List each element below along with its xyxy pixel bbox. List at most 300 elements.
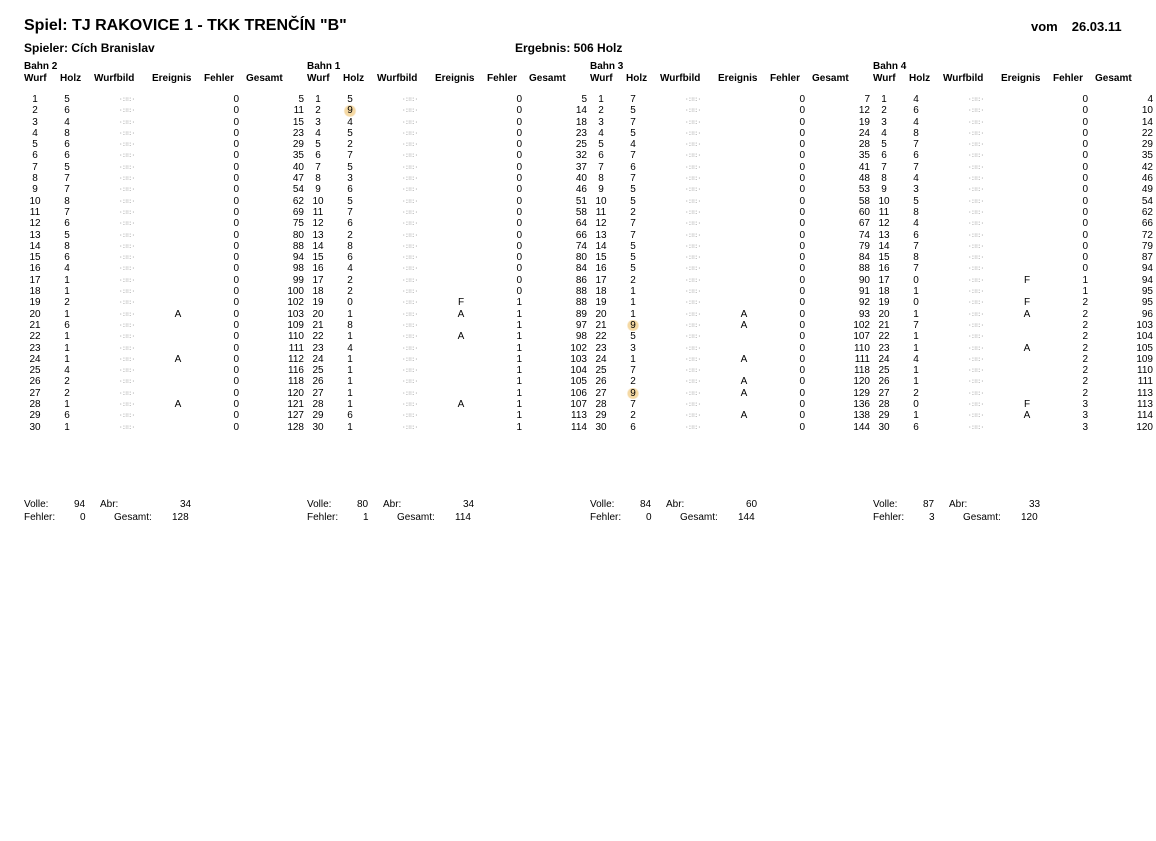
gesamt-cell: 69	[292, 206, 304, 218]
fehler-cell: 0	[516, 286, 522, 298]
table-row	[873, 422, 1155, 433]
col-gesamt: Gesamt	[812, 73, 849, 84]
gesamt-cell: 121	[287, 399, 304, 411]
table-row	[307, 150, 589, 161]
table-row	[590, 410, 872, 421]
wurf-cell: 17	[595, 274, 607, 286]
wurf-cell: 12	[312, 218, 324, 230]
pin-diagram-icon: ·:∷:·	[968, 299, 984, 307]
gesamt-cell: 94	[1141, 263, 1153, 275]
fehler-cell: 1	[516, 308, 522, 320]
fehler-cell: 0	[799, 94, 805, 105]
fehler-cell: 1	[1082, 274, 1088, 286]
gesamt-cell: 104	[1136, 331, 1153, 343]
wurf-cell: 27	[878, 387, 890, 399]
fehler-cell: 0	[1082, 195, 1088, 207]
gesamt-cell: 112	[288, 353, 304, 365]
table-row	[590, 286, 872, 297]
holz-cell: 8	[64, 127, 70, 139]
holz-cell: 4	[347, 116, 353, 128]
gesamt-cell: 90	[858, 274, 870, 286]
summary-gesamt-label: Gesamt:	[963, 512, 1001, 523]
table-row	[873, 354, 1155, 365]
gesamt-cell: 29	[1141, 139, 1153, 151]
holz-cell: 4	[347, 342, 353, 354]
column-header	[307, 73, 589, 86]
fehler-cell: 2	[1082, 365, 1088, 377]
gesamt-cell: 110	[854, 342, 870, 354]
wurf-cell: 22	[29, 331, 41, 343]
pin-diagram-icon: ·:∷:·	[968, 163, 984, 171]
gesamt-cell: 42	[1141, 161, 1153, 173]
gesamt-cell: 98	[292, 263, 304, 275]
holz-cell: 2	[64, 376, 70, 388]
holz-cell: 5	[347, 195, 353, 207]
wurf-cell: 21	[878, 319, 890, 331]
pin-diagram-icon: ·:∷:·	[685, 310, 701, 318]
table-row	[307, 354, 589, 365]
holz-cell: 5	[630, 240, 636, 252]
pin-diagram-icon: ·:∷:·	[968, 333, 984, 341]
gesamt-cell: 91	[858, 286, 870, 298]
fehler-cell: 0	[799, 297, 805, 309]
holz-cell: 1	[64, 274, 70, 286]
table-row	[307, 297, 589, 308]
fehler-cell: 2	[1082, 342, 1088, 354]
fehler-cell: 0	[1082, 218, 1088, 230]
col-gesamt: Gesamt	[529, 73, 566, 84]
gesamt-cell: 129	[853, 387, 870, 399]
holz-cell: 7	[913, 161, 919, 173]
table-row	[24, 422, 306, 433]
fehler-cell: 0	[799, 319, 805, 331]
gesamt-cell: 106	[570, 387, 587, 399]
holz-cell: 2	[64, 387, 70, 399]
fehler-cell: 0	[233, 319, 239, 331]
holz-cell: 1	[64, 308, 70, 320]
table-row	[590, 117, 872, 128]
gesamt-cell: 110	[1137, 365, 1153, 377]
gesamt-cell: 58	[858, 195, 870, 207]
pin-diagram-icon: ·:∷:·	[119, 242, 135, 250]
gesamt-cell: 103	[287, 308, 304, 320]
fehler-cell: 0	[1082, 229, 1088, 241]
holz-cell: 6	[630, 161, 636, 173]
wurf-cell: 25	[595, 365, 607, 377]
gesamt-cell: 14	[575, 105, 587, 117]
table-row	[24, 354, 306, 365]
holz-cell: 0	[913, 399, 919, 411]
table-row	[590, 252, 872, 263]
wurf-cell: 21	[29, 319, 41, 331]
wurf-cell: 18	[29, 286, 41, 298]
table-row	[307, 162, 589, 173]
summary-fehler-value: 0	[80, 512, 86, 523]
pin-diagram-icon: ·:∷:·	[968, 367, 984, 375]
table-row	[307, 139, 589, 150]
holz-cell: 9	[343, 105, 357, 116]
gesamt-cell: 15	[292, 116, 304, 128]
fehler-cell: 0	[233, 342, 239, 354]
fehler-cell: 0	[233, 173, 239, 185]
gesamt-cell: 74	[575, 240, 587, 252]
holz-cell: 4	[913, 218, 919, 230]
wurf-cell: 12	[29, 218, 41, 230]
pin-diagram-icon: ·:∷:·	[119, 423, 135, 431]
result-total: Ergebnis: 506 Holz	[515, 41, 623, 55]
col-ereignis: Ereignis	[718, 73, 758, 84]
wurf-cell: 29	[595, 410, 607, 422]
fehler-cell: 1	[516, 297, 522, 309]
summary-abr-value: 34	[463, 499, 475, 510]
table-row	[307, 376, 589, 387]
pin-diagram-icon: ·:∷:·	[968, 344, 984, 352]
holz-cell: 1	[913, 365, 919, 377]
ereignis-cell: A	[174, 308, 182, 320]
holz-cell: 6	[64, 252, 70, 264]
wurf-cell: 2	[598, 105, 604, 117]
wurf-cell: 26	[595, 376, 607, 388]
holz-cell: 2	[347, 274, 353, 286]
fehler-cell: 0	[799, 150, 805, 162]
fehler-cell: 0	[799, 229, 805, 241]
holz-cell: 1	[913, 308, 919, 320]
fehler-cell: 0	[233, 274, 239, 286]
gesamt-cell: 88	[575, 286, 587, 298]
wurf-cell: 23	[595, 342, 607, 354]
fehler-cell: 2	[1082, 297, 1088, 309]
pin-diagram-icon: ·:∷:·	[402, 254, 418, 262]
table-row	[590, 162, 872, 173]
holz-cell: 1	[630, 308, 636, 320]
holz-cell: 4	[347, 263, 353, 275]
wurf-cell: 15	[595, 252, 607, 264]
gesamt-cell: 12	[858, 105, 870, 117]
wurf-cell: 27	[595, 387, 607, 399]
col-wurfbild: Wurfbild	[94, 73, 135, 84]
summary-volle-value: 84	[640, 499, 652, 510]
fehler-cell: 0	[799, 387, 805, 399]
table-row	[873, 117, 1155, 128]
wurf-cell: 20	[878, 308, 890, 320]
summary-fehler-value: 3	[929, 512, 935, 523]
gesamt-cell: 97	[575, 319, 587, 331]
pin-diagram-icon: ·:∷:·	[402, 220, 418, 228]
table-row	[590, 376, 872, 387]
table-row	[307, 263, 589, 274]
pin-diagram-icon: ·:∷:·	[402, 208, 418, 216]
table-row	[873, 196, 1155, 207]
table-row	[590, 297, 872, 308]
wurf-cell: 19	[595, 297, 607, 309]
fehler-cell: 0	[233, 263, 239, 275]
wurf-cell: 3	[598, 116, 604, 128]
wurf-cell: 4	[881, 127, 887, 139]
wurf-cell: 30	[878, 421, 890, 433]
fehler-cell: 2	[1082, 376, 1088, 388]
wurf-cell: 29	[878, 410, 890, 422]
table-row	[24, 343, 306, 354]
holz-cell: 1	[64, 342, 70, 354]
player-name: Spieler: Cích Branislav	[24, 41, 155, 55]
holz-cell: 5	[64, 229, 70, 241]
holz-cell: 4	[630, 139, 636, 151]
wurf-cell: 30	[29, 421, 41, 433]
table-row	[873, 128, 1155, 139]
pin-diagram-icon: ·:∷:·	[119, 254, 135, 262]
pin-diagram-icon: ·:∷:·	[968, 265, 984, 273]
pin-diagram-icon: ·:∷:·	[402, 265, 418, 273]
holz-cell: 8	[347, 319, 353, 331]
summary-gesamt-label: Gesamt:	[397, 512, 435, 523]
wurf-cell: 6	[315, 150, 321, 162]
fehler-cell: 1	[516, 331, 522, 343]
gesamt-cell: 102	[287, 297, 304, 309]
pin-diagram-icon: ·:∷:·	[402, 412, 418, 420]
pin-diagram-icon: ·:∷:·	[119, 389, 135, 397]
table-row	[24, 331, 306, 342]
gesamt-cell: 99	[292, 274, 304, 286]
pin-diagram-icon: ·:∷:·	[968, 378, 984, 386]
fehler-cell: 0	[799, 252, 805, 264]
table-row	[24, 117, 306, 128]
ereignis-cell: A	[740, 387, 748, 399]
holz-cell: 1	[347, 308, 353, 320]
holz-cell: 6	[64, 319, 70, 331]
table-row	[590, 388, 872, 399]
wurf-cell: 25	[312, 365, 324, 377]
wurf-cell: 14	[29, 240, 41, 252]
table-row	[590, 275, 872, 286]
table-row	[307, 94, 589, 105]
wurf-cell: 3	[32, 116, 38, 128]
fehler-cell: 0	[516, 206, 522, 218]
wurf-cell: 2	[32, 105, 38, 117]
pin-diagram-icon: ·:∷:·	[685, 355, 701, 363]
pin-diagram-icon: ·:∷:·	[119, 118, 135, 126]
fehler-cell: 0	[233, 410, 239, 422]
gesamt-cell: 80	[292, 229, 304, 241]
holz-cell: 7	[630, 116, 636, 128]
wurf-cell: 23	[312, 342, 324, 354]
wurf-cell: 22	[878, 331, 890, 343]
gesamt-cell: 92	[858, 297, 870, 309]
wurf-cell: 24	[312, 353, 324, 365]
col-fehler: Fehler	[487, 73, 518, 84]
fehler-cell: 0	[233, 195, 239, 207]
wurf-cell: 19	[312, 297, 324, 309]
holz-cell: 5	[630, 127, 636, 139]
wurf-cell: 28	[595, 399, 607, 411]
pin-diagram-icon: ·:∷:·	[685, 175, 701, 183]
holz-cell: 5	[64, 94, 70, 105]
holz-cell: 6	[64, 218, 70, 230]
fehler-cell: 0	[233, 286, 239, 298]
gesamt-cell: 105	[1136, 342, 1153, 354]
pin-diagram-icon: ·:∷:·	[685, 107, 701, 115]
summary-fehler-label: Fehler:	[307, 512, 339, 523]
table-row	[307, 331, 589, 342]
ereignis-cell: A	[1023, 308, 1031, 320]
wurf-cell: 26	[312, 376, 324, 388]
pin-diagram-icon: ·:∷:·	[968, 412, 984, 420]
gesamt-cell: 35	[292, 150, 304, 162]
gesamt-cell: 51	[575, 195, 587, 207]
fehler-cell: 1	[516, 342, 522, 354]
fehler-cell: 0	[799, 399, 805, 411]
wurf-cell: 11	[878, 206, 890, 218]
gesamt-cell: 32	[575, 150, 587, 162]
wurf-cell: 27	[312, 387, 324, 399]
table-row	[590, 331, 872, 342]
date-value: 26.03.11	[1071, 19, 1122, 34]
holz-cell: 6	[64, 139, 70, 151]
holz-cell: 6	[347, 410, 353, 422]
summary-volle-value: 94	[74, 499, 86, 510]
wurf-cell: 16	[595, 263, 607, 275]
fehler-cell: 0	[799, 263, 805, 275]
table-row	[24, 399, 306, 410]
wurf-cell: 2	[315, 105, 321, 117]
gesamt-cell: 62	[292, 195, 304, 207]
table-row	[590, 196, 872, 207]
gesamt-cell: 144	[853, 421, 870, 433]
gesamt-cell: 116	[288, 365, 304, 377]
pin-diagram-icon: ·:∷:·	[402, 276, 418, 284]
gesamt-cell: 23	[292, 127, 304, 139]
fehler-cell: 0	[233, 252, 239, 264]
pin-diagram-icon: ·:∷:·	[119, 378, 135, 386]
fehler-cell: 0	[233, 184, 239, 196]
gesamt-cell: 93	[858, 308, 870, 320]
holz-cell: 6	[64, 150, 70, 162]
gesamt-cell: 138	[853, 410, 870, 422]
wurf-cell: 8	[598, 173, 604, 185]
table-row	[590, 105, 872, 116]
gesamt-cell: 88	[575, 297, 587, 309]
pin-diagram-icon: ·:∷:·	[968, 288, 984, 296]
pin-diagram-icon: ·:∷:·	[119, 276, 135, 284]
pin-diagram-icon: ·:∷:·	[685, 412, 701, 420]
gesamt-cell: 66	[1141, 218, 1153, 230]
date-label: vom	[1031, 19, 1058, 34]
holz-cell: 1	[913, 331, 919, 343]
table-row	[590, 343, 872, 354]
wurf-cell: 3	[315, 116, 321, 128]
table-row	[307, 286, 589, 297]
table-row	[307, 218, 589, 229]
fehler-cell: 0	[233, 421, 239, 433]
pin-diagram-icon: ·:∷:·	[685, 423, 701, 431]
table-row	[24, 230, 306, 241]
ereignis-cell: A	[457, 308, 465, 320]
table-row	[590, 241, 872, 252]
col-wurf: Wurf	[873, 73, 896, 84]
fehler-cell: 0	[516, 195, 522, 207]
gesamt-cell: 98	[575, 331, 587, 343]
wurf-cell: 19	[29, 297, 41, 309]
pin-diagram-icon: ·:∷:·	[402, 152, 418, 160]
gesamt-cell: 58	[575, 206, 587, 218]
gesamt-cell: 60	[858, 206, 870, 218]
gesamt-cell: 109	[287, 319, 304, 331]
table-row	[590, 309, 872, 320]
wurf-cell: 29	[312, 410, 324, 422]
wurf-cell: 5	[598, 139, 604, 151]
holz-cell: 2	[347, 139, 353, 151]
summary-fehler-label: Fehler:	[873, 512, 905, 523]
pin-diagram-icon: ·:∷:·	[968, 118, 984, 126]
fehler-cell: 0	[233, 331, 239, 343]
wurf-cell: 8	[315, 173, 321, 185]
gesamt-cell: 35	[1141, 150, 1153, 162]
gesamt-cell: 136	[853, 399, 870, 411]
table-row	[590, 173, 872, 184]
holz-cell: 1	[347, 399, 353, 411]
fehler-cell: 0	[799, 139, 805, 151]
holz-cell: 1	[347, 387, 353, 399]
pin-diagram-icon: ·:∷:·	[119, 107, 135, 115]
table-row	[873, 343, 1155, 354]
wurf-cell: 15	[878, 252, 890, 264]
fehler-cell: 0	[233, 376, 239, 388]
table-row	[24, 410, 306, 421]
summary-gesamt-value: 144	[738, 512, 755, 523]
pin-diagram-icon: ·:∷:·	[968, 186, 984, 194]
col-wurf: Wurf	[590, 73, 613, 84]
summary-abr-label: Abr:	[666, 499, 685, 510]
pin-diagram-icon: ·:∷:·	[685, 141, 701, 149]
gesamt-cell: 7	[864, 94, 870, 105]
gesamt-cell: 11	[293, 105, 304, 117]
ereignis-cell: A	[740, 353, 748, 365]
pin-diagram-icon: ·:∷:·	[119, 401, 135, 409]
holz-cell: 6	[347, 218, 353, 230]
table-row	[873, 230, 1155, 241]
table-row	[24, 263, 306, 274]
wurf-cell: 26	[878, 376, 890, 388]
wurf-cell: 21	[595, 319, 607, 331]
gesamt-cell: 109	[1136, 353, 1153, 365]
wurf-cell: 12	[878, 218, 890, 230]
pin-diagram-icon: ·:∷:·	[119, 96, 135, 103]
pin-diagram-icon: ·:∷:·	[119, 367, 135, 375]
holz-cell: 1	[913, 376, 919, 388]
holz-cell: 0	[347, 297, 353, 309]
ereignis-cell: A	[1023, 410, 1031, 422]
wurf-cell: 29	[29, 410, 41, 422]
ereignis-cell: A	[457, 331, 465, 343]
wurf-cell: 5	[32, 139, 38, 151]
table-row	[873, 105, 1155, 116]
fehler-cell: 0	[516, 94, 522, 105]
fehler-cell: 2	[1082, 331, 1088, 343]
holz-cell: 6	[347, 252, 353, 264]
fehler-cell: 0	[799, 308, 805, 320]
gesamt-cell: 79	[858, 240, 870, 252]
wurf-cell: 30	[595, 421, 607, 433]
gesamt-cell: 74	[858, 229, 870, 241]
fehler-cell: 0	[799, 173, 805, 185]
fehler-cell: 0	[516, 240, 522, 252]
fehler-cell: 0	[516, 116, 522, 128]
gesamt-cell: 118	[288, 376, 304, 388]
table-row	[307, 252, 589, 263]
summary-gesamt-label: Gesamt:	[680, 512, 718, 523]
holz-cell: 7	[630, 150, 636, 162]
table-row	[873, 207, 1155, 218]
holz-cell: 1	[347, 365, 353, 377]
